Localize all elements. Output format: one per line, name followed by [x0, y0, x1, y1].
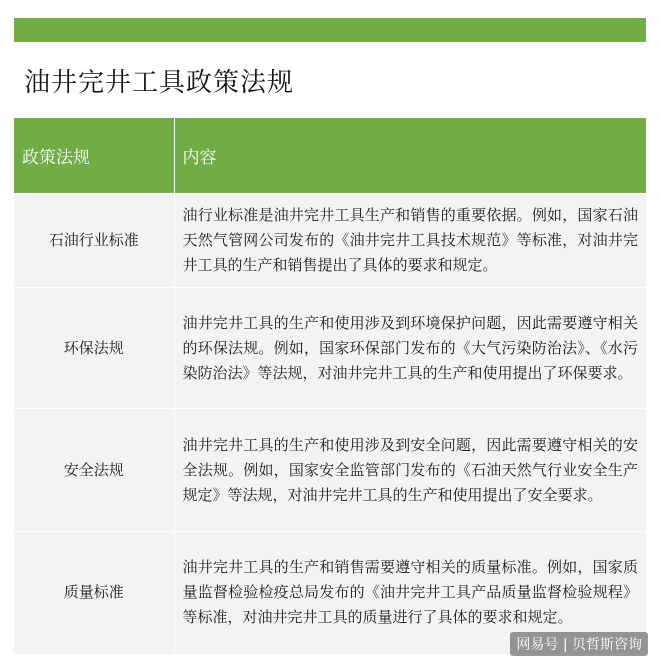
- top-accent-bar: [14, 18, 646, 42]
- row-category: 质量标准: [14, 532, 174, 654]
- row-category: 环保法规: [14, 288, 174, 409]
- document-title: 油井完井工具政策法规: [24, 68, 295, 98]
- row-category: 安全法规: [14, 409, 174, 532]
- table-row: [14, 409, 646, 532]
- row-content: 油井完井工具的生产和使用涉及到安全问题，因此需要遵守相关的安全法规。例如，国家安全监管部门发布的《石油天然气行业安全生产规定》等法规，对油井完井工具的生产和使用提出了安全要求。: [174, 409, 646, 532]
- header-content: 内容: [174, 118, 646, 194]
- table-row: [14, 288, 646, 409]
- header-policy: 政策法规: [14, 118, 174, 194]
- policy-table: [14, 118, 646, 654]
- row-category: 石油行业标准: [14, 194, 174, 288]
- table-row: [14, 194, 646, 288]
- row-content: 油井完井工具的生产和使用涉及到环境保护问题，因此需要遵守相关的环保法规。例如，国家环保部门发布的《大气污染防治法》、《水污染防治法》等法规，对油井完井工具的生产和使用提出了环保要求。: [174, 288, 646, 409]
- row-content: 油行业标准是油井完井工具生产和销售的重要依据。例如，国家石油天然气管网公司发布的《油井完井工具技术规范》等标准，对油井完井工具的生产和销售提出了具体的要求和规定。: [174, 194, 646, 288]
- source-watermark: 网易号 | 贝哲斯咨询: [510, 632, 648, 656]
- table-header-row: [14, 118, 646, 194]
- row-content: 油井完井工具的生产和销售需要遵守相关的质量标准。例如，国家质量监督检验检疫总局发布的《油井完井工具产品质量监督检验规程》等标准，对油井完井工具的质量进行了具体的要求和规定。: [174, 532, 646, 654]
